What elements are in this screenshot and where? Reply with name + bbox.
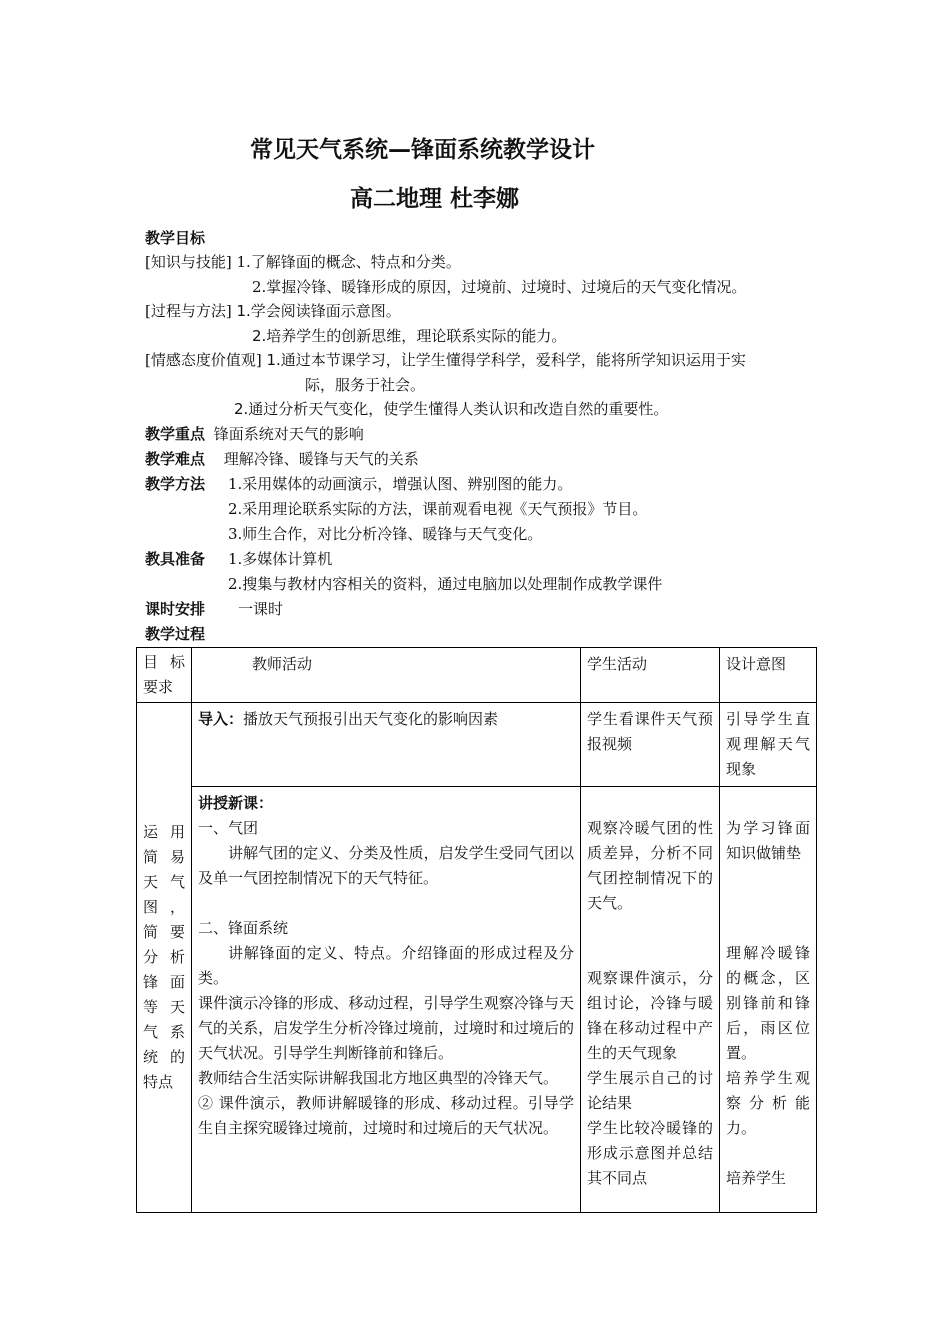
difficulty-value: 理解冷锋、暖锋与天气的关系 <box>223 450 419 468</box>
design-text-4: 培养学生 <box>726 1169 787 1187</box>
student-text-1: 观察冷暖气团的性质差异，分析不同气团控制情况下的天气。 <box>587 819 713 912</box>
schedule-label: 课时安排 <box>145 600 206 618</box>
process-item-2: 2.培养学生的创新思维，理论联系实际的能力。 <box>252 327 567 345</box>
header-goal: 目标要求 <box>137 648 192 703</box>
equipment-item-2: 2.搜集与教材内容相关的资料，通过电脑加以处理制作成教学课件 <box>228 575 663 593</box>
process-line-1 <box>145 299 401 323</box>
design-text-2: 理解冷暖锋的概念，区别锋前和锋后，雨区位置。 <box>726 944 810 1062</box>
methods-label: 教学方法 <box>145 475 206 493</box>
process-item-1: 1.学会阅读锋面示意图。 <box>236 302 401 320</box>
equipment-item-1: 1.多媒体计算机 <box>228 550 333 568</box>
objectives-heading: 教学目标 <box>145 229 206 247</box>
emotion-label: [情感态度价值观] <box>145 351 262 369</box>
student-text-3: 学生展示自己的讨论结果 <box>587 1069 713 1112</box>
page-subtitle: 高二地理 杜李娜 <box>350 186 520 212</box>
schedule-value: 一课时 <box>238 600 284 618</box>
table-row <box>137 787 817 1213</box>
method-item-3: 3.师生合作，对比分析冷锋、暖锋与天气变化。 <box>228 525 543 543</box>
lecture-text-2: 讲解锋面的定义、特点。介绍锋面的形成过程及分类。 <box>198 944 574 987</box>
header-teacher: 教师活动 <box>192 648 581 703</box>
design-text-3: 培养学生观察分析能力。 <box>726 1069 810 1137</box>
lecture-text-4: 教师结合生活实际讲解我国北方地区典型的冷锋天气。 <box>198 1069 559 1087</box>
design-text-1: 为学习锋面知识做铺垫 <box>726 819 810 862</box>
table-header-row <box>137 648 817 703</box>
lecture-student-cell <box>581 787 720 1213</box>
process-heading: 教学过程 <box>145 625 206 643</box>
lecture-text-5: ② 课件演示，教师讲解暖锋的形成、移动过程。引导学生自主探究暖锋过境前，过境时和过境后的天气状况。 <box>198 1094 574 1137</box>
table-row <box>137 703 817 787</box>
emotion-item-1b: 际，服务于社会。 <box>305 376 426 394</box>
lecture-text-1: 讲解气团的定义、分类及性质，启发学生受同气团以及单一气团控制情况下的天气特征。 <box>198 844 574 887</box>
knowledge-label: [知识与技能] <box>145 253 232 271</box>
key-point-value: 锋面系统对天气的影响 <box>213 425 364 443</box>
student-text-4: 学生比较冷暖锋的形成示意图并总结其不同点 <box>587 1119 713 1187</box>
page-title: 常见天气系统—锋面系统教学设计 <box>250 137 595 163</box>
key-point-label: 教学重点 <box>145 425 206 443</box>
lecture-design-cell <box>720 787 817 1213</box>
difficulty-label: 教学难点 <box>145 450 206 468</box>
student-text-2: 观察课件演示，分组讨论，冷锋与暖锋在移动过程中产生的天气现象 <box>587 969 713 1062</box>
difficulty <box>145 447 419 471</box>
lecture-section-1: 一、气团 <box>198 819 259 837</box>
header-student: 学生活动 <box>581 648 720 703</box>
intro-teacher-cell <box>192 703 581 787</box>
knowledge-line-1 <box>145 250 461 274</box>
method-item-1: 1.采用媒体的动画演示，增强认图、辨别图的能力。 <box>228 475 573 493</box>
lecture-teacher-cell <box>192 787 581 1213</box>
key-point <box>145 422 364 446</box>
lecture-text-3: 课件演示冷锋的形成、移动过程，引导学生观察冷锋与天气的关系，启发学生分析冷锋过境前，过境时和过境后的天气状况。引导学生判断锋前和锋后。 <box>198 994 574 1062</box>
header-design: 设计意图 <box>720 648 817 703</box>
knowledge-item-1: 1.了解锋面的概念、特点和分类。 <box>236 253 461 271</box>
method-item-2: 2.采用理论联系实际的方法，课前观看电视《天气预报》节目。 <box>228 500 648 518</box>
lecture-section-2: 二、锋面系统 <box>198 919 289 937</box>
equipment-label: 教具准备 <box>145 550 206 568</box>
goal-cell: 运用简易天气图，简要分析锋面等天气系统的特点 <box>137 703 192 1213</box>
emotion-item-2: 2.通过分析天气变化，使学生懂得人类认识和改造自然的重要性。 <box>234 400 669 418</box>
lecture-heading: 讲授新课： <box>198 794 274 812</box>
emotion-line-1 <box>145 348 746 372</box>
teaching-process-table <box>136 647 817 1213</box>
intro-design-cell: 引导学生直观理解天气现象 <box>720 703 817 787</box>
emotion-item-1a: 1.通过本节课学习，让学生懂得学科学，爱科学，能将所学知识运用于实 <box>266 351 746 369</box>
intro-label: 导入： <box>198 710 244 728</box>
knowledge-item-2: 2.掌握冷锋、暖锋形成的原因，过境前、过境时、过境后的天气变化情况。 <box>252 278 747 296</box>
intro-text: 播放天气预报引出天气变化的影响因素 <box>243 710 499 728</box>
intro-student-cell: 学生看课件天气预报视频 <box>581 703 720 787</box>
process-label: [过程与方法] <box>145 302 232 320</box>
